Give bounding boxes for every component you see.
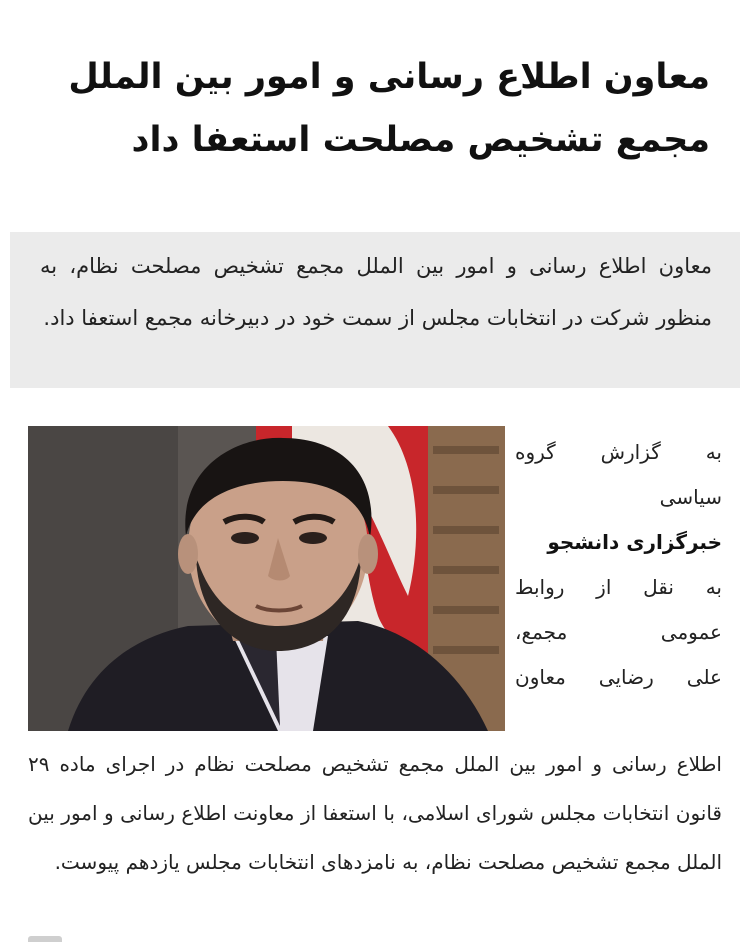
- side-line: به گزارش گروه: [515, 440, 722, 464]
- side-line: به نقل از روابط: [515, 575, 722, 599]
- lead-paragraph: معاون اطلاع رسانی و امور بین الملل مجمع تشخیص مصلحت نظام، به منظور شرکت در انتخابات مجلس از سمت خود در دبیرخانه مجمع استعفا داد.: [40, 254, 712, 330]
- side-text: [515, 430, 722, 700]
- lead-box: [10, 232, 740, 388]
- agency-name: خبرگزاری دانشجو: [547, 530, 722, 554]
- body-paragraph: اطلاع رسانی و امور بین الملل مجمع تشخیص مصلحت نظام در اجرای ماده ۲۹ قانون انتخابات مجلس شورای اسلامی، با استعفا از معاونت اطلاع رسانی و امور بین الملل مجمع تشخیص مصلحت نظام، به نامزدهای انتخابات مجلس یازدهم پیوست.: [28, 752, 722, 874]
- article-title: معاون اطلاع رسانی و امور بین الملل مجمع تشخیص مصلحت استعفا داد: [68, 57, 710, 160]
- news-photo: [28, 426, 505, 731]
- side-line: سیاسی: [659, 485, 722, 509]
- side-line: عمومی مجمع،: [515, 620, 722, 644]
- side-line: علی رضایی معاون: [515, 665, 722, 689]
- scroll-edge: [28, 936, 62, 942]
